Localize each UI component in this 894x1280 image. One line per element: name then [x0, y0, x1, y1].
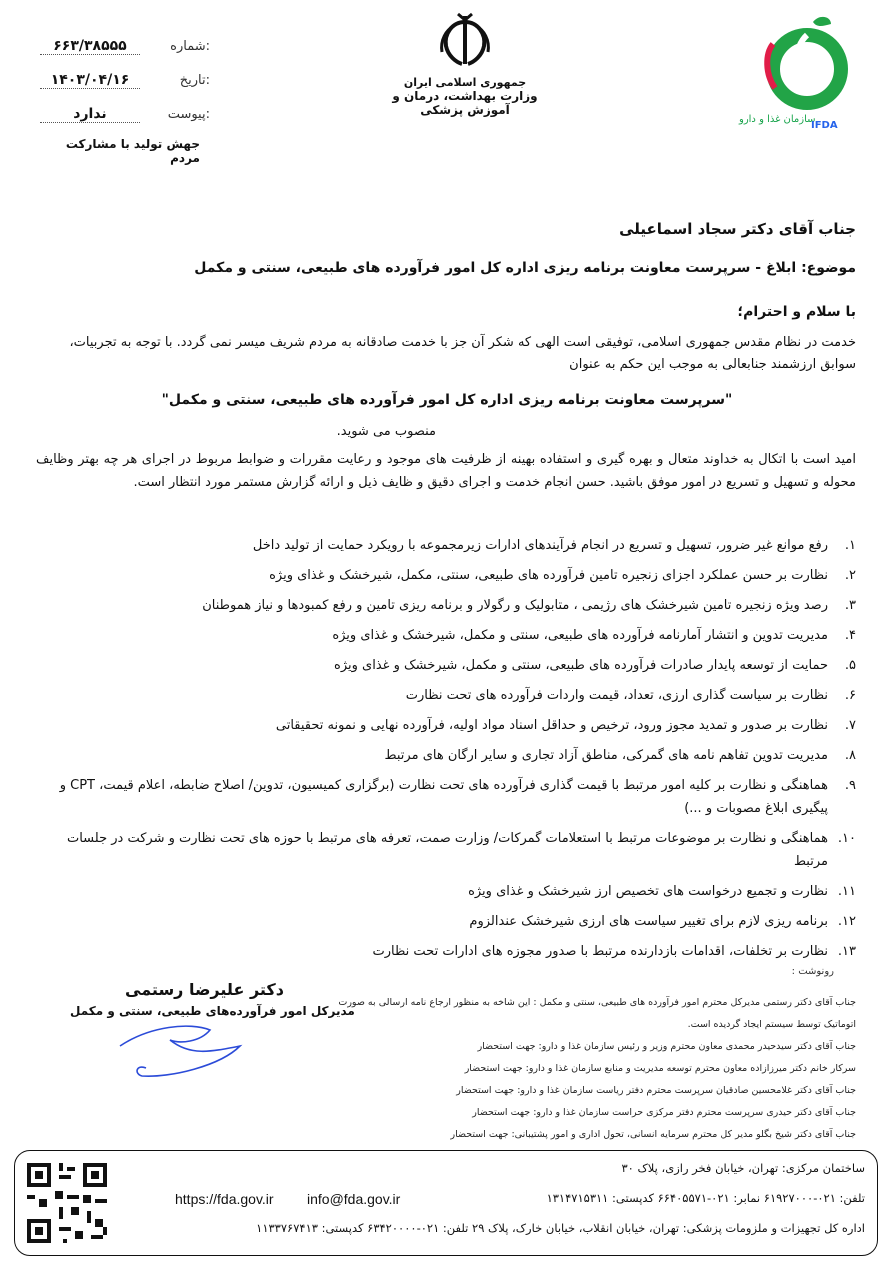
duty-text: نظارت بر تخلفات، اقدامات بازدارنده مرتبط با صدور مجوزه های ادارات تحت نظارت: [372, 944, 828, 959]
duty-item: [36, 940, 856, 963]
duty-text: نظارت بر حسن عملکرد اجزای زنجیره تامین فرآورده های طبیعی، سنتی، مکمل، شیرخشک و غذای ویژه: [269, 568, 828, 583]
greeting: با سلام و احترام؛: [737, 304, 856, 320]
website-link[interactable]: https://fda.gov.ir: [175, 1191, 274, 1207]
duty-number: ۴.: [844, 628, 856, 643]
duty-number: ۱۲.: [837, 914, 856, 929]
logo-text-en: IFDA: [811, 120, 838, 131]
duty-text: رفع موانع غیر ضرور، تسهیل و تسریع در انجام فرآیندهای ادارات زیرمجموعه با رویکرد حمایت از تولید داخل: [252, 538, 828, 553]
email-link[interactable]: info@fda.gov.ir: [307, 1191, 401, 1207]
slogan: جهش تولید با مشارکت مردم: [65, 137, 200, 165]
appointment-title: "سرپرست معاونت برنامه ریزی اداره کل امور فرآورده های طبیعی، سنتی و مکمل": [161, 392, 733, 408]
attachment-label: پیوست:: [167, 107, 210, 122]
duty-item: [36, 714, 856, 737]
logo-text-fa: سازمان غذا و دارو: [739, 114, 816, 125]
expectation-paragraph: امید است با اتکال به خداوند متعال و بهره گیری و استفاده بهینه از ظرفیت های موجود و رعایت مقررات و ضوابط مربوط در اجرای هر چه بهتر وظایف محوله و تسهیل و تسریع در امور موفق باشید. حسن انجام خدمت و اجرای دقیق و ظایف ذیل و ارائه گزارش مستمر مورد انتظار است.: [36, 452, 856, 490]
duty-number: ۷.: [844, 718, 856, 733]
copies-list: [336, 992, 856, 1146]
number-row: [40, 38, 210, 72]
signature-scribble: [110, 1016, 260, 1096]
signatory-title: مدیرکل امور فرآورده‌های طبیعی، سنتی و مکمل: [70, 1004, 355, 1018]
recipient: جناب آقای دکتر سجاد اسماعیلی: [619, 220, 856, 238]
copy-recipient: جناب آقای دکتر حیدری سرپرست محترم دفتر مرکزی حراست سازمان غذا و دارو: جهت استحضار: [472, 1107, 856, 1118]
duty-item: [36, 624, 856, 647]
duty-item: [36, 684, 856, 707]
attachment-value: ندارد: [40, 106, 140, 123]
duty-number: ۹.: [844, 778, 856, 793]
signatory-name: دکتر علیرضا رستمی: [125, 980, 284, 999]
date-label: تاریخ:: [179, 73, 210, 88]
duty-text: هماهنگی و نظارت بر موضوعات مرتبط با استعلامات گمرکات/ وزارت صمت، تعرفه های مرتبط با حوزه های تحت نظارت و شرکت در جلسات مرتبط: [66, 831, 828, 869]
intro-paragraph: خدمت در نظام مقدس جمهوری اسلامی، توفیقی است الهی که شکر آن جز با خدمت صادقانه به مردم شریف میسر نمی گردد. با توجه به تجربیات، سوابق ارزشمند جنابعالی به موجب این حکم به عنوان: [69, 335, 856, 372]
footer-box: [14, 1150, 878, 1256]
attachment-row: [40, 106, 210, 140]
duty-number: ۱.: [844, 538, 856, 553]
date-row: [40, 72, 210, 106]
duty-item: [36, 594, 856, 617]
emblem-ministry: وزارت بهداشت، درمان و آموزش پزشکی: [392, 89, 538, 117]
ministry-emblem: [385, 12, 545, 117]
duty-text: رصد ویژه زنجیره تامین شیرخشک های رژیمی ، متابولیک و رگولار و برنامه ریزی تامین و رفع کمبودها و نیاز هموطنان: [202, 598, 828, 613]
duty-number: ۳.: [844, 598, 856, 613]
duty-text: هماهنگی و نظارت بر کلیه امور مرتبط با قیمت گذاری فرآورده های تحت نظارت (برگزاری کمیسیون، تدوین/ اصلاح ضابطه، اعلام قیمت، CPT و پیگیری ابلاغ مصوبات و ...): [59, 778, 828, 816]
qr-code-icon: [23, 1159, 111, 1247]
duty-text: مدیریت تدوین و انتشار آمارنامه فرآورده های طبیعی، سنتی و مکمل، شیرخشک و غذای ویژه: [332, 628, 828, 643]
footer-phones: تلفن: ۰۲۱-۶۱۹۲۷۰۰۰ نمابر: ۰۲۱-۶۶۴۰۵۵۷۱ کدپستی: ۱۳۱۴۷۱۵۳۱۱: [546, 1191, 865, 1205]
duty-text: نظارت بر سیاست گذاری ارزی، تعداد، قیمت واردات فرآورده های تحت نظارت: [405, 688, 828, 703]
copy-recipient: سرکار خانم دکتر میرزازاده معاون محترم توسعه مدیریت و منابع سازمان غذا و دارو: جهت استحضار: [464, 1063, 856, 1074]
duty-item: [36, 564, 856, 587]
footer-address: ساختمان مرکزی: تهران، خیابان فخر رازی، پلاک ۳۰: [621, 1161, 865, 1175]
duty-number: ۶.: [844, 688, 856, 703]
copies-label: رونوشت :: [791, 966, 834, 977]
copy-recipient: جناب آقای دکتر غلامحسین صادقیان سرپرست محترم دفتر ریاست سازمان غذا و دارو: جهت استحضار: [456, 1085, 856, 1096]
duty-item: [36, 774, 856, 820]
duty-item: [36, 880, 856, 903]
duty-item: [36, 910, 856, 933]
number-label: شماره:: [170, 39, 210, 54]
duty-number: ۱۰.: [837, 831, 856, 846]
duty-number: ۱۳.: [837, 944, 856, 959]
appointed-text: منصوب می شوید.: [336, 424, 436, 439]
duty-number: ۱۱.: [837, 884, 856, 899]
duty-item: [36, 534, 856, 557]
duty-text: برنامه ریزی لازم برای تغییر سیاست های ارزی شیرخشک عندالزوم: [469, 914, 828, 929]
duty-item: [36, 654, 856, 677]
duty-text: نظارت و تجمیع درخواست های تخصیص ارز شیرخشک و غذای ویژه: [468, 884, 828, 899]
ifda-logo: [735, 14, 855, 134]
copy-recipient: جناب آقای دکتر شیخ بگلو مدیر کل محترم سرمایه انسانی، تحول اداری و امور پشتیبانی: جهت استحضار: [450, 1129, 856, 1140]
copy-recipient: جناب آقای دکتر سیدحیدر محمدی معاون محترم وزیر و رئیس سازمان غذا و دارو: جهت استحضار: [477, 1041, 856, 1052]
duty-text: مدیریت تدوین تفاهم نامه های گمرکی، مناطق آزاد تجاری و سایر ارگان های مرتبط: [384, 748, 828, 763]
duty-number: ۸.: [844, 748, 856, 763]
emblem-country: جمهوری اسلامی ایران: [403, 76, 527, 89]
duty-text: حمایت از توسعه پایدار صادرات فرآورده های طبیعی، سنتی و مکمل، شیرخشک و غذای ویژه: [334, 658, 828, 673]
duty-text: نظارت بر صدور و تمدید مجوز ورود، ترخیص و حداقل اسناد مواد اولیه، فرآورده نهایی و نمونه تحقیقاتی: [275, 718, 828, 733]
date-value: ۱۴۰۳/۰۴/۱۶: [40, 72, 140, 89]
subject: موضوع: ابلاغ - سرپرست معاونت برنامه ریزی اداره کل امور فرآورده های طبیعی، سنتی و مکمل: [194, 260, 856, 276]
duties-list: [36, 534, 856, 970]
duty-item: [36, 744, 856, 767]
number-value: ۶۶۳/۳۸۵۵۵: [40, 38, 140, 55]
iran-emblem-icon: [430, 12, 500, 74]
duty-item: [36, 827, 856, 873]
footer-equipment-office: اداره کل تجهیزات و ملزومات پزشکی: تهران، خیابان انقلاب، خیابان خارک، پلاک ۲۹ تلفن: ۰۲۱-۶۳۴۲۰۰۰۰ کدپستی: ۱۱۳۳۷۶۷۴۱۳: [256, 1221, 865, 1235]
ifda-logo-icon: [735, 14, 855, 119]
duty-number: ۲.: [844, 568, 856, 583]
letter-meta: [40, 38, 210, 140]
copy-recipient: جناب آقای دکتر رستمی مدیرکل محترم امور فرآورده های طبیعی، سنتی و مکمل : این شاخه به منظور ارجاع نامه ارسالی به صورت اتوماتیک توسط سیستم ایجاد گردیده است.: [338, 997, 856, 1030]
duty-number: ۵.: [844, 658, 856, 673]
